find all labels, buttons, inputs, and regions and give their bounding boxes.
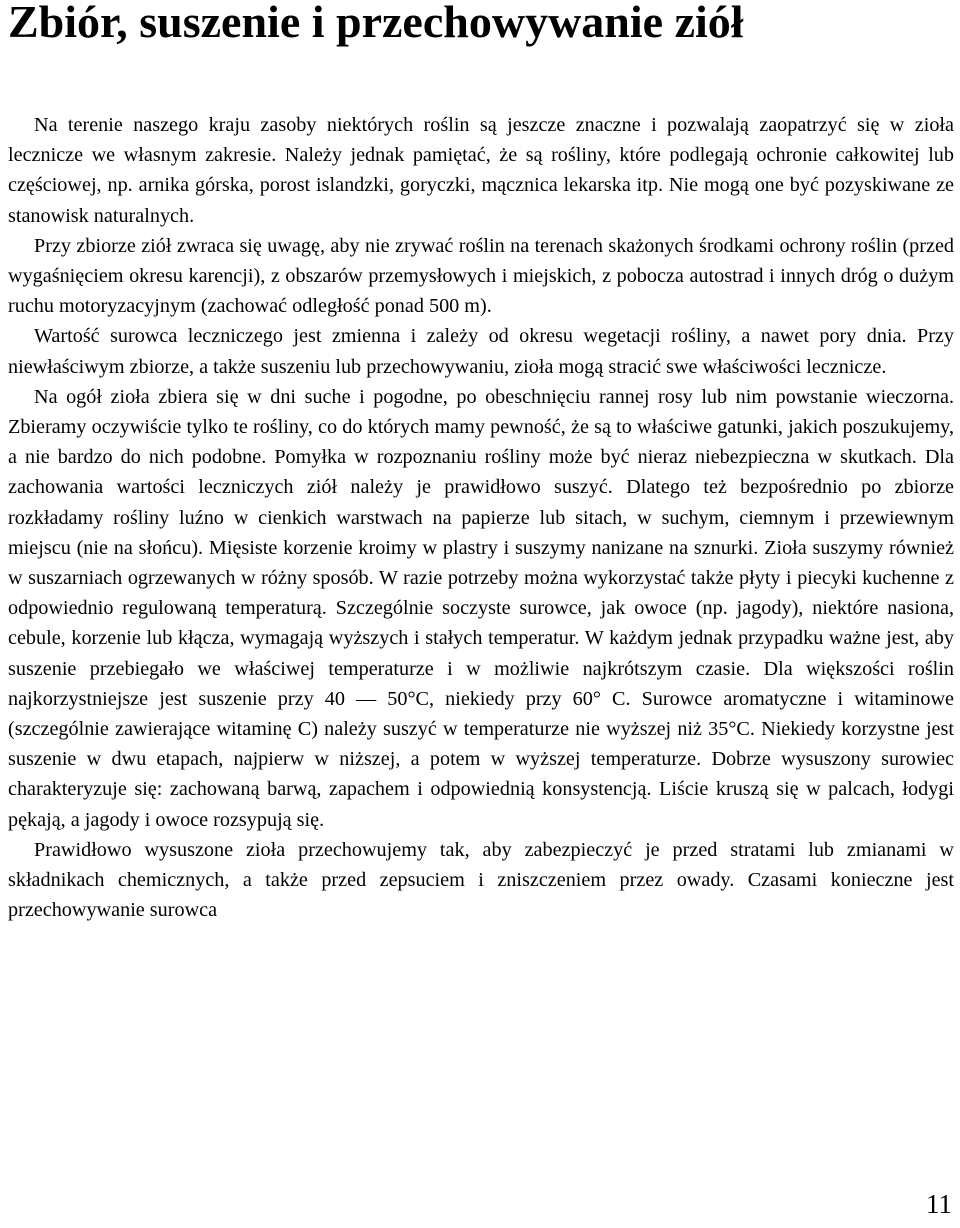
paragraph: Na ogół zioła zbiera się w dni suche i pogodne, po obeschnięciu rannej rosy lub nim powstanie wieczorna. Zbieramy oczywiście tylko te rośliny, co do których mamy pewność, że są to właściwe gatunki, jakich poszukujemy, a nie bardzo do nich podobne. Pomyłka w rozpoznaniu rośliny może być nieraz niebezpieczna w skutkach. Dla zachowania wartości leczniczych ziół należy je prawidłowo suszyć. Dlatego też bezpośrednio po zbiorze rozkładamy rośliny luźno w cienkich warstwach na papierze lub sitach, w suchym, ciemnym i przewiewnym miejscu (nie na słońcu). Mięsiste korzenie kroimy w plastry i suszymy nanizane na sznurki. Zioła suszymy również w suszarniach ogrzewanych w różny sposób. W razie potrzeby można wykorzystać także płyty i piecyki kuchenne z odpowiednio regulowaną temperaturą. Szczególnie soczyste surowce, jak owoce (np. jagody), niektóre nasiona, cebule, korzenie lub kłącza, wymagają wyższych i stałych temperatur. W każdym jednak przypadku ważne jest, aby suszenie przebiegało we właściwej temperaturze i w możliwie najkrótszym czasie. Dla większości roślin najkorzystniejsze jest suszenie przy 40 — 50°C, niekiedy przy 60° C. Surowce aromatyczne i witaminowe (szczególnie zawierające witaminę C) należy suszyć w temperaturze nie wyższej niż 35°C. Niekiedy korzystne jest suszenie w dwu etapach, najpierw w niższej, a potem w wyższej temperaturze. Dobrze wysuszony surowiec charakteryzuje się: zachowaną barwą, zapachem i odpowiednią konsystencją. Liście kruszą się w palcach, łodygi pękają, a jagody i owoce rozsypują się. [8,385,954,831]
paragraph: Wartość surowca leczniczego jest zmienna i zależy od okresu wegetacji rośliny, a nawet pory dnia. Przy niewłaściwym zbiorze, a także suszeniu lub przechowywaniu, zioła mogą stracić swe właściwości lecznicze. [8,325,954,378]
body-text [8,110,954,925]
paragraph: Przy zbiorze ziół zwraca się uwagę, aby nie zrywać roślin na terenach skażonych środkami ochrony roślin (przed wygaśnięciem okresu karencji), z obszarów przemysłowych i miejskich, z pobocza autostrad i innych dróg o dużym ruchu motoryzacyjnym (zachować odległość ponad 500 m). [8,234,954,318]
page-number: 11 [926,1189,952,1219]
page-title: Zbiór, suszenie i przechowywanie ziół [8,0,744,47]
paragraph: Prawidłowo wysuszone zioła przechowujemy tak, aby zabezpieczyć je przed stratami lub zmianami w składnikach chemicznych, a także przed zepsuciem i zniszczeniem przez owady. Czasami konieczne jest przechowywanie surowca [8,838,954,922]
paragraph: Na terenie naszego kraju zasoby niektórych roślin są jeszcze znaczne i pozwalają zaopatrzyć się w zioła lecznicze we własnym zakresie. Należy jednak pamiętać, że są rośliny, które podlegają ochronie całkowitej lub częściowej, np. arnika górska, porost islandzki, goryczki, mącznica lekarska itp. Nie mogą one być pozyskiwane ze stanowisk naturalnych. [8,114,954,227]
